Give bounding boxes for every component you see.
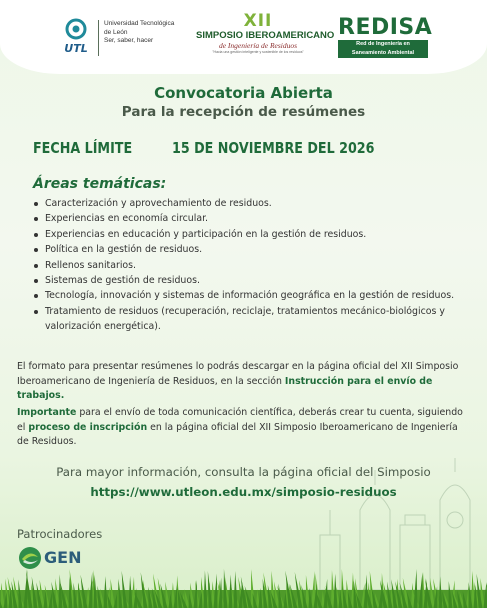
format-end: . [60,390,65,401]
symposium-title: SIMPOSIO IBEROAMERICANO [196,30,335,41]
registration-process: proceso de inscripción [28,421,148,433]
sponsors-label: Patrocinadores [17,527,103,541]
utl-name-line2: de León [104,28,128,36]
instructions-section-name: Instrucción para el envío de trabajos [17,375,433,401]
important-text2: en la página oficial del XII Simposio Iberoamericano de Ingeniería de Residuos. [17,421,458,447]
topic-item: Rellenos sanitarios. [33,258,463,273]
utl-motto: Ser, saber, hacer [104,37,154,44]
symposium-tagline: "Hacia una gestión inteligente y sostenible de los residuos" [212,50,304,54]
symposium-subtitle: de Ingeniería de Residuos [218,41,298,50]
redisa-logo [338,15,433,58]
utl-logo-icon [60,18,92,56]
topic-item: Experiencias en economía circular. [33,211,463,226]
topic-item: Sistemas de gestión de residuos. [33,273,463,288]
topic-item: Tratamiento de residuos (recuperación, reciclaje, tratamientos mecánico-biológicos y valorización energética). [33,304,463,335]
utl-name-line1: Universidad Tecnológica [104,20,175,27]
gen-name: GEN [44,548,82,567]
redisa-name: REDISA [338,15,433,40]
header-banner [0,0,487,74]
grass-blade [208,571,213,608]
more-info-text: Para mayor información, consulta la página oficial del Simposio [56,465,431,479]
symposium-link[interactable]: https://www.utleon.edu.mx/simposio-residuos [90,485,397,499]
format-paragraph [17,360,472,404]
utl-name [104,20,204,46]
redisa-line2: Saneamiento Ambiental [338,49,428,58]
topic-item: Política en la gestión de residuos. [33,242,463,257]
topic-item: Caracterización y aprovechamiento de residuos. [33,196,463,211]
grass-blade [234,571,238,608]
deadline-date: 15 DE NOVIEMBRE DEL 2026 [172,139,375,157]
grass-blade [89,572,93,608]
grass-decoration-icon [0,560,487,608]
page-subtitle: Para la recepción de resúmenes [121,104,366,120]
deadline-label: FECHA LÍMITE [33,139,133,157]
format-text: El formato para presentar resúmenes lo podrás descargar en la página oficial del XII Simposio Iberoamericano de Ingeniería de Residuos, en la sección [17,361,459,387]
page-title: Convocatoria Abierta [154,84,333,102]
important-label: Importante [17,407,77,418]
redisa-line1: Red de Ingeniería en [338,40,428,49]
symposium-mark: XII [243,11,273,31]
topics-list [33,196,463,335]
utl-abbr: UTL [64,42,88,55]
important-text1: para el envío de toda comunicación científica, deberás crear tu cuenta, siguiendo el [17,407,463,433]
symposium-logo [196,11,335,64]
topic-item: Experiencias en educación y participación en la gestión de residuos. [33,227,463,242]
grass-blade [204,570,208,608]
areas-heading: Áreas temáticas: [33,176,167,192]
utl-divider [98,20,99,56]
grass-blade [414,569,418,608]
topic-item: Tecnología, innovación y sistemas de información geográfica en la gestión de residuos. [33,288,463,303]
